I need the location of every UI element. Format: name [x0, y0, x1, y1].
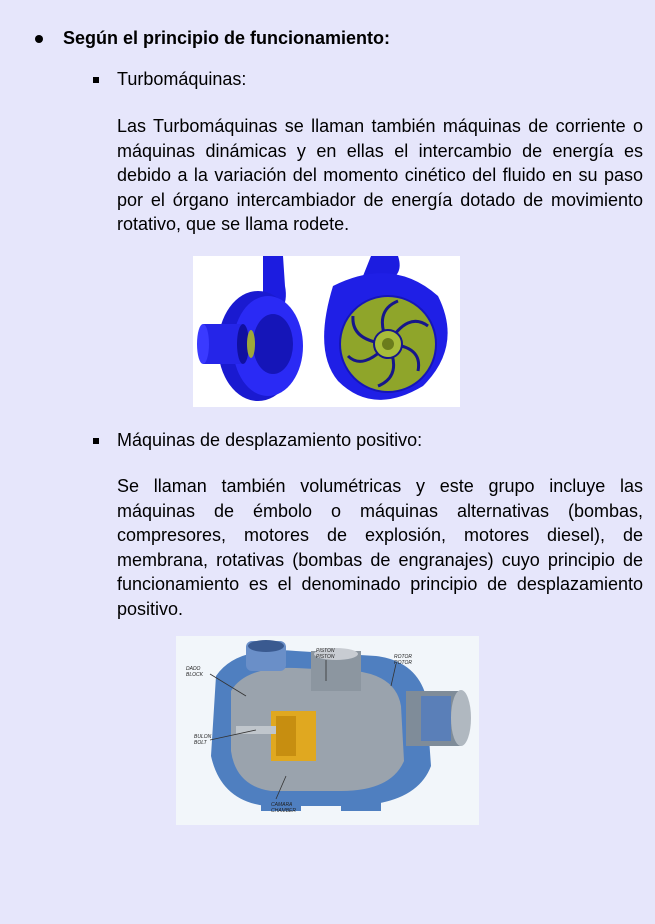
label-rotor-en: ROTOR: [394, 660, 412, 666]
label-chamber-en: CHAMBER: [271, 808, 297, 814]
turbo-paragraph: Las Turbomáquinas se llaman también máquinas de corriente o máquinas dinámicas y en ellas el intercambio de energía es debido a la variación del momento cinético del fluido en su paso por el órgano intercambiador de energía dotado de movimiento rotativo, que se llama rodete.: [117, 116, 643, 235]
label-bolt-en: BOLT: [194, 740, 207, 746]
label-chamber-es: CAMARA: [271, 802, 293, 808]
desplazamiento-paragraph: Se llaman también volumétricas y este grupo incluye las máquinas de émbolo o máquinas alternativas (bombas, compresores, motores de explosión, motores diesel), de membrana, rotativas (bombas de engranajes) cuyo principio de funcionamiento es el denominado principio de desplazamiento positivo.: [117, 476, 643, 619]
label-block-en: BLOCK: [186, 672, 203, 678]
section-heading-text: Según el principio de funcionamiento:: [63, 28, 391, 48]
square-bullet-icon: [93, 77, 99, 83]
turbomachine-image: [193, 256, 460, 407]
label-piston-es: PISTON: [316, 648, 335, 654]
label-piston-en: PISTON: [316, 654, 335, 660]
desplazamiento-title: Máquinas de desplazamiento positivo:: [117, 430, 423, 450]
section-heading: [35, 28, 390, 49]
label-block-es: DADO: [186, 666, 201, 672]
square-bullet-icon: [93, 438, 99, 444]
label-rotor-es: ROTOR: [394, 654, 412, 660]
label-bolt-es: BULON: [194, 734, 212, 740]
bullet-icon: [35, 35, 43, 43]
desplazamiento-subheading: [93, 430, 422, 451]
turbo-subheading: [93, 69, 246, 90]
turbo-title: Turbomáquinas:: [117, 69, 247, 89]
positive-displacement-pump-image: [176, 636, 479, 825]
